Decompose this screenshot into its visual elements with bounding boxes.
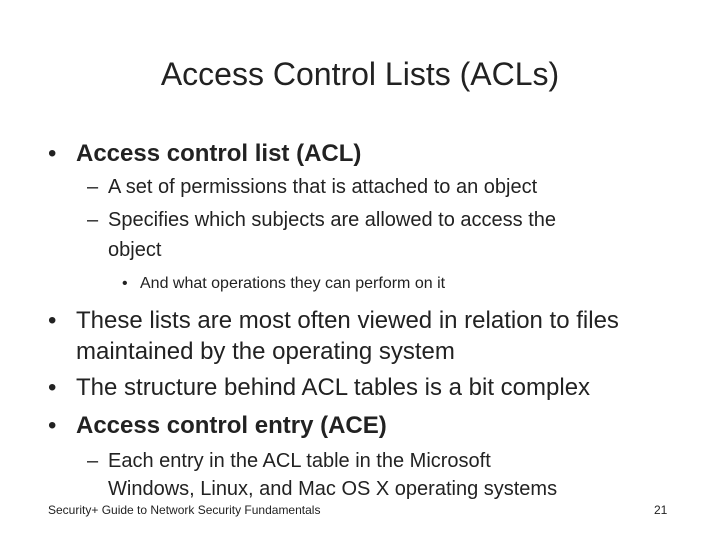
sub-sub-bullet-marker: • (122, 275, 128, 292)
bullet-marker: • (48, 374, 57, 401)
bullet-marker: • (48, 412, 57, 439)
bullet-text: Access control list (ACL) (76, 140, 362, 167)
sub-bullet-text-continuation: Windows, Linux, and Mac OS X operating systems (108, 478, 558, 500)
sub-bullet-text: A set of permissions that is attached to an object (108, 176, 538, 198)
page-number: 21 (654, 503, 668, 517)
bullet-text: These lists are most often viewed in relation to files (76, 307, 619, 334)
bullet-text-continuation: maintained by the operating system (76, 338, 455, 365)
sub-bullet-text-continuation: object (108, 239, 162, 261)
sub-bullet-marker: – (87, 450, 99, 472)
slide-title: Access Control Lists (ACLs) (160, 56, 560, 92)
sub-bullet-marker: – (87, 209, 99, 231)
sub-bullet-text: Each entry in the ACL table in the Microsoft (108, 450, 491, 472)
sub-bullet-marker: – (87, 176, 99, 198)
bullet-text: Access control entry (ACE) (76, 412, 387, 439)
sub-bullet-text: Specifies which subjects are allowed to access the (108, 209, 557, 231)
bullet-marker: • (48, 140, 57, 167)
sub-sub-bullet-text: And what operations they can perform on it (140, 275, 446, 292)
slide-footer: Security+ Guide to Network Security Fundamentals (48, 503, 321, 517)
bullet-marker: • (48, 307, 57, 334)
bullet-text: The structure behind ACL tables is a bit complex (76, 374, 591, 401)
